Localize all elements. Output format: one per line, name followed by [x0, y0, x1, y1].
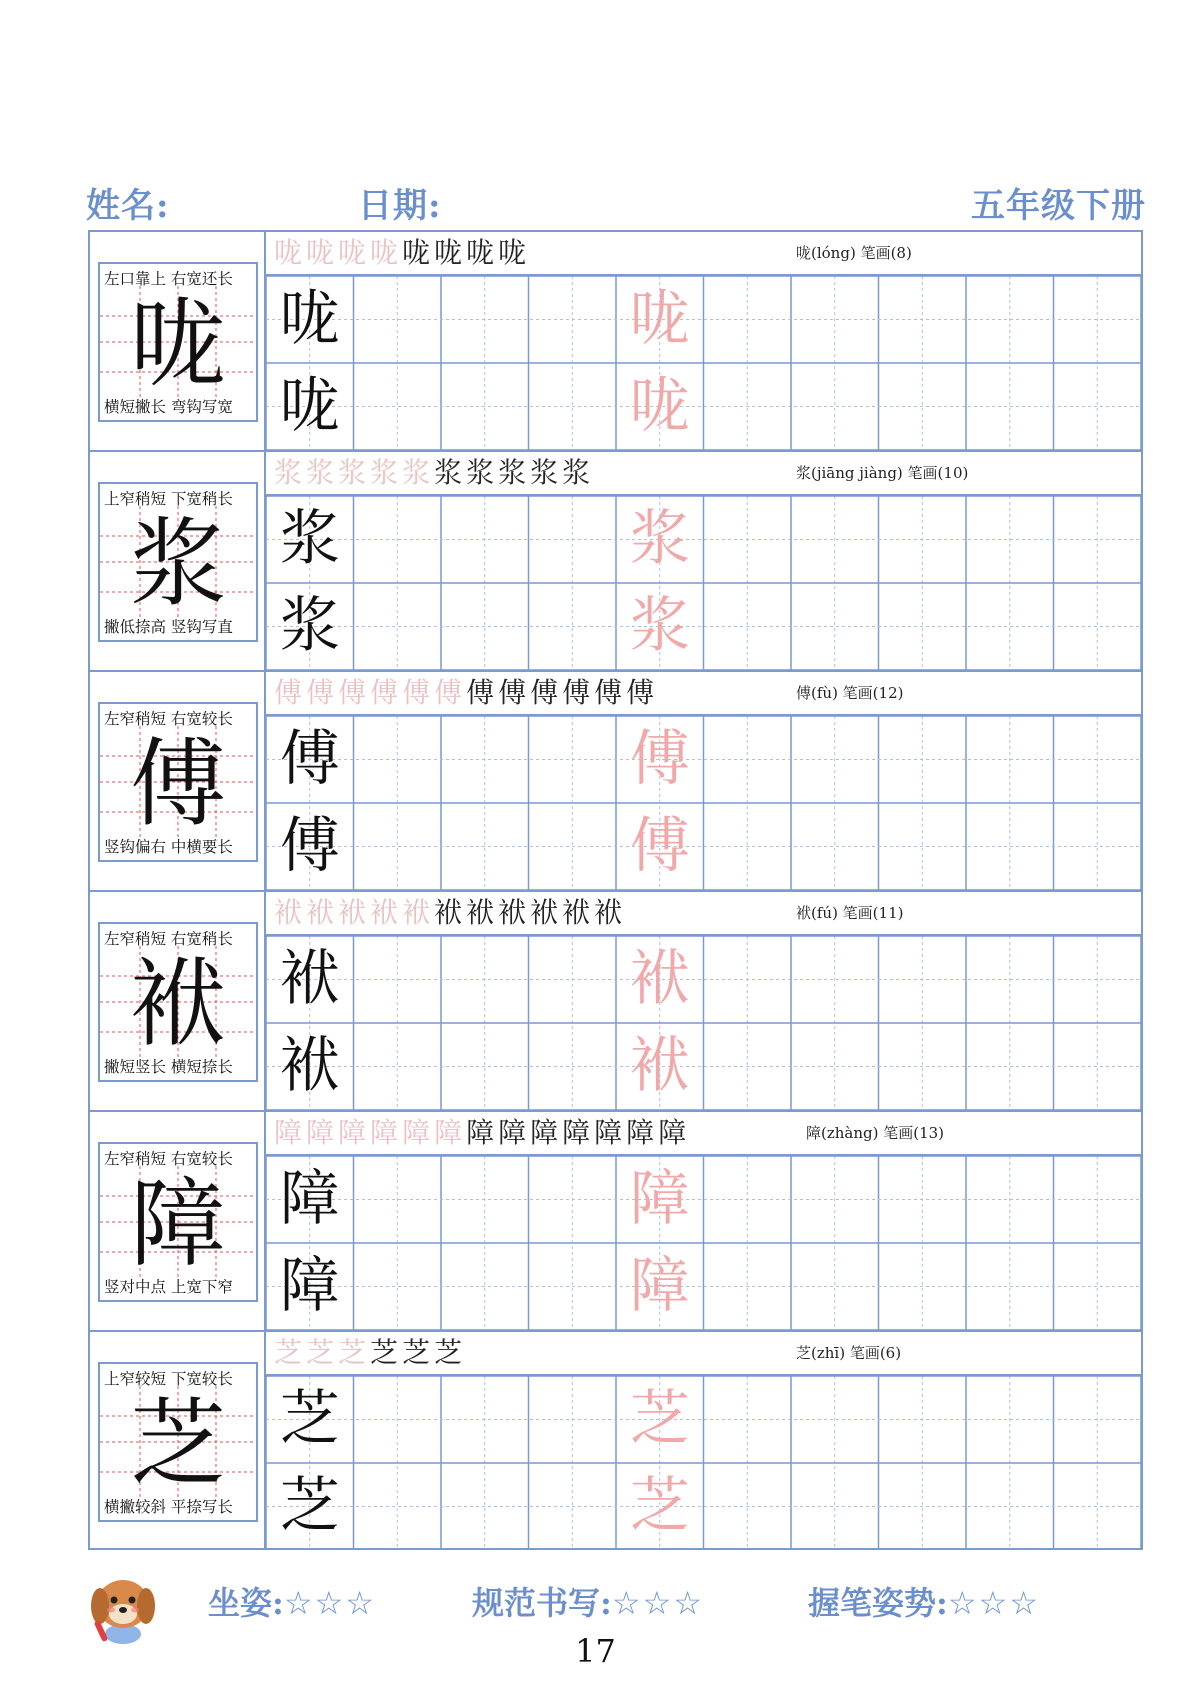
sample-character: 傅	[279, 811, 340, 881]
model-character: 障	[130, 1168, 226, 1280]
footer	[80, 1560, 1160, 1640]
writing-grid[interactable]	[266, 496, 1141, 670]
sample-character: 障	[279, 1164, 340, 1234]
stroke-step: 袱	[498, 896, 531, 929]
sample-character: 傅	[279, 724, 340, 794]
trace-character: 浆	[629, 504, 690, 574]
stroke-step: 袱	[338, 896, 371, 929]
stroke-step: 傅	[498, 676, 531, 709]
model-character-panel	[90, 232, 266, 450]
model-character-box	[98, 482, 258, 642]
model-character: 袱	[130, 948, 226, 1060]
model-character-panel	[90, 1332, 266, 1550]
grid-lines	[266, 496, 1141, 670]
stroke-step: 浆	[306, 456, 339, 489]
pinyin-stroke-count: 咙(lóng) 笔画(8)	[796, 244, 912, 262]
stroke-step: 浆	[274, 456, 307, 489]
stroke-step: 芝	[306, 1336, 339, 1369]
trace-character: 障	[629, 1251, 690, 1321]
writing-label: 规范书写:	[472, 1584, 612, 1622]
structure-tip-top: 左窄稍短 右宽较长	[104, 710, 233, 728]
structure-tip-bottom: 撇低捺高 竖钩写直	[104, 618, 233, 636]
stroke-order-strip	[266, 892, 1141, 936]
model-character: 傅	[130, 728, 226, 840]
stroke-step: 障	[338, 1116, 371, 1149]
trace-character: 咙	[629, 284, 690, 354]
pinyin-stroke-count: 浆(jiāng jiàng) 笔画(10)	[796, 464, 969, 482]
stroke-step: 浆	[466, 456, 499, 489]
sample-character: 袱	[279, 1031, 340, 1101]
grid-lines	[266, 1376, 1141, 1550]
writing-grid[interactable]	[266, 716, 1141, 890]
stroke-order-sequence	[274, 452, 594, 494]
stroke-step: 芝	[338, 1336, 371, 1369]
structure-tip-bottom: 横撇较斜 平捺写长	[104, 1498, 233, 1516]
grid-lines	[266, 1156, 1141, 1330]
structure-tip-bottom: 竖钩偏右 中横要长	[104, 838, 233, 856]
stroke-order-strip	[266, 672, 1141, 716]
stroke-step: 傅	[402, 676, 435, 709]
stroke-step: 障	[434, 1116, 467, 1149]
model-character-box	[98, 702, 258, 862]
model-character-panel	[90, 452, 266, 670]
stroke-step: 傅	[370, 676, 403, 709]
sample-character: 袱	[279, 944, 340, 1014]
sample-character: 芝	[279, 1471, 340, 1541]
name-label: 姓名:	[86, 186, 170, 226]
stroke-step: 芝	[402, 1336, 435, 1369]
stroke-step: 袱	[594, 896, 627, 929]
trace-character: 傅	[629, 811, 690, 881]
date-label: 日期:	[358, 186, 442, 226]
stroke-step: 浆	[530, 456, 563, 489]
sample-character: 咙	[279, 284, 340, 354]
stroke-order-sequence	[274, 1112, 690, 1154]
posture-label: 坐姿:	[208, 1584, 284, 1622]
practice-area	[266, 672, 1141, 890]
pinyin-stroke-count: 傅(fù) 笔画(12)	[796, 684, 904, 702]
stroke-step: 障	[658, 1116, 691, 1149]
posture-rating	[208, 1578, 376, 1624]
stroke-step: 傅	[594, 676, 627, 709]
stroke-step: 傅	[434, 676, 467, 709]
posture-stars-icon[interactable]: ☆☆☆	[283, 1584, 376, 1622]
pinyin-stroke-count: 芝(zhī) 笔画(6)	[796, 1344, 902, 1362]
grid-lines	[266, 276, 1141, 450]
practice-row	[90, 672, 1141, 892]
stroke-step: 袱	[370, 896, 403, 929]
stroke-step: 浆	[338, 456, 371, 489]
sample-character: 浆	[279, 504, 340, 574]
stroke-step: 浆	[562, 456, 595, 489]
model-character-box	[98, 262, 258, 422]
practice-row	[90, 232, 1141, 452]
stroke-step: 咙	[402, 236, 435, 269]
grip-rating	[808, 1578, 1040, 1624]
stroke-step: 障	[466, 1116, 499, 1149]
trace-character: 芝	[629, 1384, 690, 1454]
page-number: 17	[575, 1632, 616, 1670]
stroke-step: 咙	[338, 236, 371, 269]
structure-tip-bottom: 竖对中点 上宽下窄	[104, 1278, 233, 1296]
practice-area	[266, 1332, 1141, 1550]
stroke-step: 障	[402, 1116, 435, 1149]
sample-character: 障	[279, 1251, 340, 1321]
stroke-step: 芝	[274, 1336, 307, 1369]
stroke-step: 浆	[402, 456, 435, 489]
stroke-step: 傅	[466, 676, 499, 709]
structure-tip-bottom: 横短撇长 弯钩写宽	[104, 398, 233, 416]
stroke-step: 障	[562, 1116, 595, 1149]
practice-area	[266, 232, 1141, 450]
page-header	[86, 178, 1146, 228]
model-character: 浆	[130, 508, 226, 620]
grid-lines	[266, 936, 1141, 1110]
stroke-step: 障	[370, 1116, 403, 1149]
practice-area	[266, 452, 1141, 670]
model-character-panel	[90, 892, 266, 1110]
stroke-order-strip	[266, 1112, 1141, 1156]
stroke-step: 咙	[274, 236, 307, 269]
structure-tip-top: 上窄较短 下宽较长	[104, 1370, 233, 1388]
grip-label: 握笔姿势:	[808, 1584, 948, 1622]
writing-grid[interactable]	[266, 936, 1141, 1110]
sample-character: 咙	[279, 371, 340, 441]
stroke-step: 咙	[498, 236, 531, 269]
structure-tip-top: 左口靠上 右宽还长	[104, 270, 233, 288]
stroke-step: 芝	[370, 1336, 403, 1369]
pinyin-stroke-count: 障(zhàng) 笔画(13)	[806, 1124, 945, 1142]
structure-tip-top: 左窄稍短 右宽稍长	[104, 930, 233, 948]
stroke-step: 芝	[434, 1336, 467, 1369]
stroke-step: 障	[306, 1116, 339, 1149]
stroke-order-sequence	[274, 1332, 466, 1374]
sample-character: 浆	[279, 591, 340, 661]
stroke-step: 袱	[530, 896, 563, 929]
stroke-step: 傅	[338, 676, 371, 709]
stroke-step: 浆	[434, 456, 467, 489]
practice-row	[90, 892, 1141, 1112]
stroke-step: 咙	[434, 236, 467, 269]
trace-character: 咙	[629, 371, 690, 441]
practice-sheet	[88, 230, 1143, 1550]
practice-area	[266, 892, 1141, 1110]
stroke-order-strip	[266, 1332, 1141, 1376]
stroke-step: 袱	[402, 896, 435, 929]
practice-row	[90, 1112, 1141, 1332]
stroke-step: 障	[530, 1116, 563, 1149]
model-character-box	[98, 1142, 258, 1302]
practice-area	[266, 1112, 1141, 1330]
stroke-step: 袱	[306, 896, 339, 929]
model-character: 咙	[130, 288, 226, 400]
stroke-step: 袱	[562, 896, 595, 929]
sample-character: 芝	[279, 1384, 340, 1454]
stroke-step: 袱	[434, 896, 467, 929]
stroke-order-sequence	[274, 892, 626, 934]
stroke-step: 咙	[306, 236, 339, 269]
stroke-step: 傅	[306, 676, 339, 709]
stroke-order-sequence	[274, 232, 530, 274]
stroke-step: 袱	[274, 896, 307, 929]
structure-tip-top: 左窄稍短 右宽较长	[104, 1150, 233, 1168]
structure-tip-bottom: 撇短竖长 横短捺长	[104, 1058, 233, 1076]
grip-stars-icon[interactable]: ☆☆☆	[947, 1584, 1040, 1622]
grade-label: 五年级下册	[971, 186, 1146, 226]
stroke-step: 傅	[530, 676, 563, 709]
stroke-step: 浆	[498, 456, 531, 489]
writing-grid[interactable]	[266, 1156, 1141, 1330]
stroke-order-strip	[266, 232, 1141, 276]
stroke-step: 障	[594, 1116, 627, 1149]
stroke-step: 傅	[562, 676, 595, 709]
writing-grid[interactable]	[266, 1376, 1141, 1550]
stroke-step: 傅	[626, 676, 659, 709]
trace-character: 芝	[629, 1471, 690, 1541]
stroke-order-sequence	[274, 672, 658, 714]
pinyin-stroke-count: 袱(fú) 笔画(11)	[796, 904, 904, 922]
model-character-panel	[90, 672, 266, 890]
stroke-order-strip	[266, 452, 1141, 496]
stroke-step: 袱	[466, 896, 499, 929]
writing-stars-icon[interactable]: ☆☆☆	[611, 1584, 704, 1622]
stroke-step: 咙	[466, 236, 499, 269]
stroke-step: 咙	[370, 236, 403, 269]
writing-rating	[472, 1578, 704, 1624]
trace-character: 傅	[629, 724, 690, 794]
grid-lines	[266, 716, 1141, 890]
model-character-box	[98, 922, 258, 1082]
trace-character: 浆	[629, 591, 690, 661]
practice-row	[90, 452, 1141, 672]
writing-grid[interactable]	[266, 276, 1141, 450]
model-character-panel	[90, 1112, 266, 1330]
stroke-step: 浆	[370, 456, 403, 489]
model-character: 芝	[130, 1388, 226, 1500]
stroke-step: 障	[498, 1116, 531, 1149]
structure-tip-top: 上窄稍短 下宽稍长	[104, 490, 233, 508]
stroke-step: 障	[274, 1116, 307, 1149]
trace-character: 袱	[629, 944, 690, 1014]
trace-character: 袱	[629, 1031, 690, 1101]
model-character-box	[98, 1362, 258, 1522]
practice-row	[90, 1332, 1141, 1552]
trace-character: 障	[629, 1164, 690, 1234]
stroke-step: 傅	[274, 676, 307, 709]
stroke-step: 障	[626, 1116, 659, 1149]
